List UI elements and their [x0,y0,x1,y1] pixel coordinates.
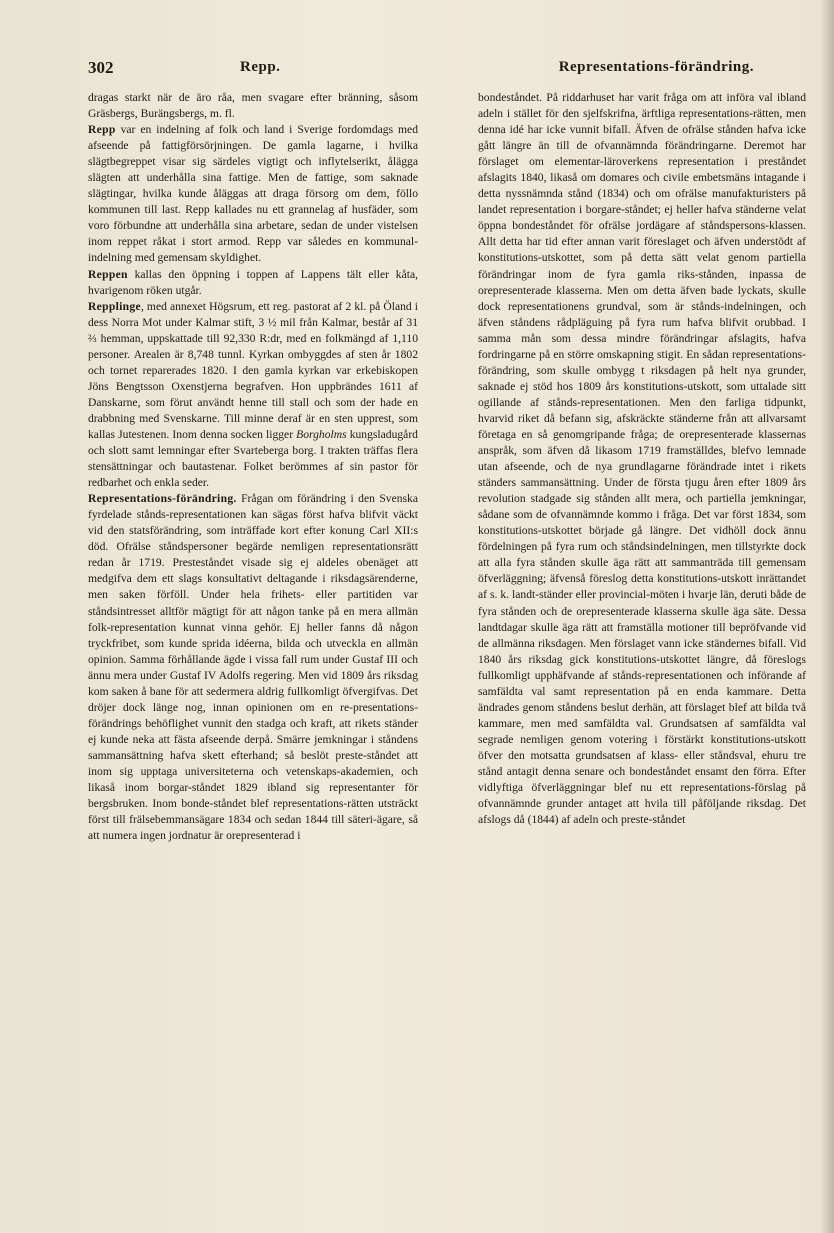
entry-italic: Borgholms [296,427,347,441]
entry-text: Frågan om förändring i den Svenska fyrdelade stånds-representationen kan sägas först hafva blifvit väckt vid den statsförändring, som inträffade kort efter konung Carl XII:s död. Ofrälse ståndspersoner begärde nemligen representationsrätt redan år 1719. Presteståndet visade sig ej aldeles obenäget att medgifva dem ett slags konsultativt deltagande i riksdagsärenderne, men saken förföll. Under hela frihets- eller partitiden var ståndsintresset alltför mägtigt för att någon tanke på en mera allmän folk-representation kunnat vinna gehör. Ej heller fanns då någon tryckfribet, som kunde sprida idéerna, bilda och utveckla en allmän opinion. Samma förhållande ägde i vissa fall rum under Gustaf III och ännu mera under Gustaf IV Adolfs regering. Men vid 1809 års riksdag kom saken å bane för att sedermera aldrig fullkomligt öfvergifvas. Det dröjer dock länge nog, innan opinionen om en re-presentations-förändrings behöflighet vunnit den stadga och kraft, att rikets ständer ej kunde neka att fästa afseende derpå. Smärre jemkningar i ståndens sammansättning hafva skett efterhand; så beslöt preste-ståndet att inom sig upptaga universiteterna och vetenskaps-akademien, och likaså inom borgar-ståndet 1829 ibland sig representanter för bergsbruken. Inom bonde-ståndet blef representations-rätten utsträckt först till frälsebemmansägare 1834 och sedan 1844 till säteri-ägare, så att numera ingen jordnatur är orepresenterad i [88,492,418,843]
page-header [88,58,754,80]
page-number: 302 [88,58,114,77]
entry-repplinge [88,299,418,492]
right-column-text: bondeståndet. På riddarhuset har varit fråga om att införa val ibland adeln i stället för den sjelfskrifna, ärftliga representations-rätten, men denna idé har icke vunnit bifall. Äfven de ofrälse stånden hafva icke gått längre än till de ofvannämnda förändringarne. Deremot har förslaget om elementar-läroverkens representation i preståndet afslagits 1840, likaså om domares och civile embetsmäns intagande i detta nyssnämnda stånd (1834) och om ofrälse manufakturisters på landet representation i borgare-ståndet; ej heller hafva ständerne velat öppna bondeståndet för ofrälse jordägare af ståndspersons-klassen. Allt detta har tid efter annan varit föreslaget och äfven understödt af konstitutions-utskottet, som på detta sätt velat genom partiella förändringar inom de fyra gamla riks-stånden, inpassa de orepresenterade klasserna. Men om detta äfven bade lyckats, skulle dock representationens grundval, som är stånds-indelningen, och äfven ståndens rådpläguing på fyra rum hafva blifvit orubbad. I samma mån som dessa mindre förändringar afslagits, hafva fordringarne på en större omskapning stigit. En sådan representations-förändring, som skulle ombygg t riksdagen på helt nya grunder, saknade ej stöd hos 1809 års konstitutions-utskott, som uttalade sitt ogillande af stånds-representationen. Men den farliga tidpunkt, hvarvid riket då befann sig, afskräckte ständerne från att allvarsamt företaga en så genomgripande fråga; de orepresenterade klassernas anspråk, som äfven då likasom 1719 framställdes, blefvo lemnade utan afseende, och de nya grundlagarne förändrade intet i rikets ständers sammansättning. Under de första tjugu åren efter 1809 års revolution stadgade sig stånden allt mera, och partiella jemkningar, sådane som de ofvannämnde kommo i fråga. Det var först 1834, som konstitutions-utskottet började gå längre. Det vidhöll dock ännu fördelningen på fyra rum och ståndsindelningen, men tillstyrkte dock att alla fyra stånden skulle äga rätt att sammanträda till gemensam öfverläggning; äfvenså föreslog detta konstitutions-utskott inrättandet af s. k. landt-ständer eller provincial-möten i hvarje län, deruti både de fyra stånden och de orepresenterade klasserna skulle äga säte. Dessa landtdagar skulle äga rätt att framställa motioner till bepröfvande vid de allmänna riksdagen. Men förslaget vann icke ständernes bifall. Vid 1840 års riksdag gick konstitutions-utskottet längre, då föreslogs fullkomligt upphäfvande af stånds-representationen och införande af samfäldta val samt representation på en enda kammare. Detta ändrades genom ståndens beslut derhän, att förslaget blef att bilda två kammare, men med samfäldta val. Grundsatsen af samfäldta val segrade nemligen genom votering i förstärkt konstitutions-utskott öfver den motsatta grundsatsen af klass- eller ståndsval, ehuru tre stånd antagit denna senare och bondeståndet ensamt den förra. Efter vidlyftiga öfverläggningar blef nu ett representations-förslag på ofvannämnde grunder antaget att hvila till påföljande riksdag. Det afslogs då (1844) af adeln och preste-ståndet [478,91,806,827]
entry-reppen [88,267,418,299]
running-head-left: Repp. [240,59,281,75]
entry-text: dragas starkt när de äro råa, men svagare efter bränning, såsom Gräsbergs, Burängsbergs, m. fl. [88,91,418,121]
entry-keyword: Representations-förändring. [88,492,237,506]
entry-keyword: Repp [88,123,116,137]
entry-text-after: kungsladugård och slott samt lemningar efter Svarteberga borg. I trakten träffas flera stensättningar och bautastenar. Folket berömmes af sin pastor för redbarhet och enkla seder. [88,427,418,490]
entry-representations-forandring [88,491,418,844]
entry-keyword: Reppen [88,267,128,281]
left-column [88,90,418,844]
entry-repp [88,122,418,266]
running-head-right: Representations-förändring. [558,59,754,75]
entry-keyword: Repplinge [88,299,141,313]
entry-text: , med annexet Högsrum, ett reg. pastorat af 2 kl. på Öland i dess Norra Mot under Kalmar stift, 3 ½ mil från Kalmar, består af 31 ⅔ hemman, uppskattade till 92,330 R:dr, med en folkmängd af 1,110 personer. Arealen är 8,748 tunnl. Kyrkan ombyggdes af sten år 1802 och tornet reparerades 1820. I den gamla kyrkan var erkebiskopen Jöns Bengtsson Oxenstjerna begrafven. Hon uppbrändes 1611 af Danskarne, som förut användt henne till stall och som der hade en drabbning med Svenskarne. Till minne deraf är en sten upprest, som kallas Jutestenen. Inom denna socken ligger [88,299,418,441]
entry-text: kallas den öppning i toppen af Lappens tält eller kåta, hvarigenom röken utgår. [88,267,418,297]
entry-continuation [88,90,418,122]
entry-text: var en indelning af folk och land i Sverige fordomdags med afseende på fattigförsörjningen. De gamla lagarne, i hvilka slägtbegreppet visar sig särdeles vigtigt och inflytelserikt, ålägga slägten att underhålla sina fattige. Men de fattige, som saknade slägtingar, hvilka kunde åläggas att draga försorg om dem, föllo kommunen till last. Repp kallades nu ett grannelag af husfäder, som voro förbundne att underhålla sina arbetare, sedan de under vistelsen inom reppet råkat i stort armod. Repp var således en kommunal-indelning med gemensam skyldighet. [88,123,418,265]
right-column [478,90,806,828]
